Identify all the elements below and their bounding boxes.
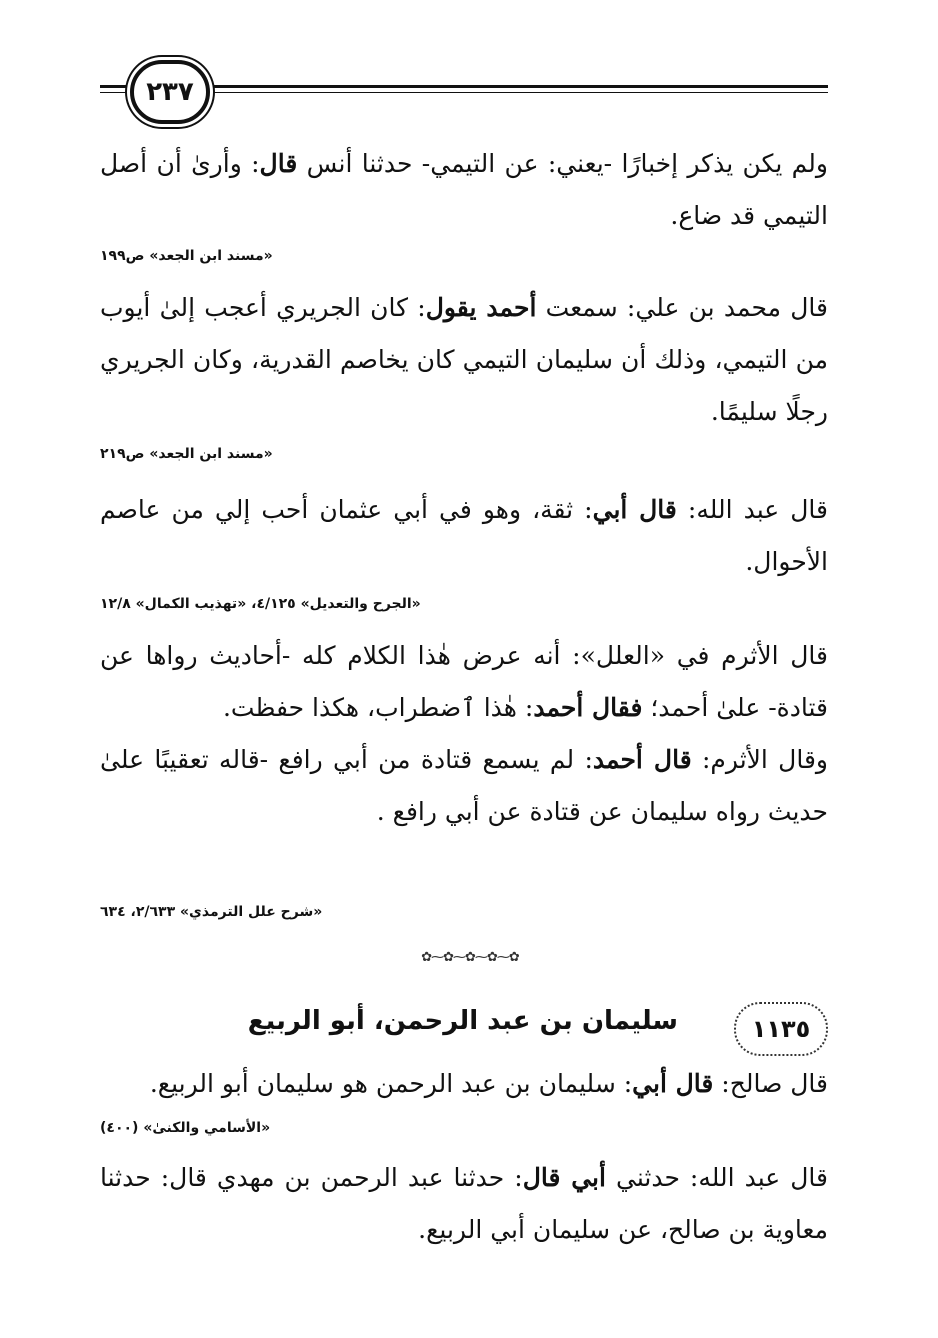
header-rule-right-thin: [210, 92, 828, 93]
paragraph-text: قال عبد الله:: [676, 495, 828, 524]
source-citation-2: «مسند ابن الجعد» ص٢١٩: [100, 446, 273, 462]
paragraph-bold: أحمد يقول: [425, 293, 537, 322]
paragraph-text: : لم يسمع قتادة من أبي رافع -قاله تعقيبًا علىٰ حديث رواه سليمان عن قتادة عن أبي رافع .: [100, 745, 828, 826]
paragraph-bold: أبي قال: [522, 1163, 606, 1192]
paragraph-text: وقال الأثرم:: [691, 745, 828, 774]
paragraph-bold: فقال أحمد: [533, 693, 643, 722]
header-rule-right: [210, 85, 828, 88]
source-citation-5: «الأسامي والكنىٰ» (٤٠٠): [100, 1120, 271, 1136]
paragraph-bold: قال أبي: [592, 495, 677, 524]
paragraph-text: : كان الجريري أعجب إلىٰ أيوب من التيمي، وذلك أن سليمان التيمي كان يخاصم القدرية، وكان الجريري رجلًا سليمًا.: [100, 293, 828, 426]
paragraph-text: قال صالح:: [713, 1069, 828, 1098]
entry-number-badge: ١١٣٥: [734, 1002, 828, 1056]
page-header: [100, 58, 828, 128]
page-number: ٢٣٧: [130, 60, 210, 124]
ornament-divider: ✿⁓✿⁓✿⁓✿⁓✿: [421, 950, 519, 965]
paragraph-text: : وأرىٰ أن أصل التيمي قد ضاع.: [100, 149, 828, 230]
paragraph-text: قال محمد بن علي: سمعت: [536, 293, 828, 322]
paragraph-text: قال عبد الله: حدثني: [605, 1163, 828, 1192]
paragraph-text: : هٰذا ٱضطراب، هكذا حفظت.: [222, 693, 534, 722]
paragraph-text: : ثقة، وهو في أبي عثمان أحب إلي من عاصم الأحوال.: [100, 495, 828, 576]
entry-heading: [100, 1000, 828, 1056]
paragraph-1: [100, 138, 828, 242]
paragraph-bold: قال أحمد: [592, 745, 692, 774]
paragraph-text: ولم يكن يذكر إخبارًا -يعني: عن التيمي- حدثنا أنس: [297, 149, 828, 178]
source-citation-3: «الجرح والتعديل» ٤/١٢٥، «تهذيب الكمال» ١٢/٨: [100, 596, 421, 612]
paragraph-2: [100, 282, 828, 438]
paragraph-bold: قال: [259, 149, 298, 178]
paragraph-text: قال الأثرم في «العلل»: أنه عرض هٰذا الكلام كله -أحاديث رواها عن قتادة- علىٰ أحمد؛: [100, 641, 828, 722]
entry-title: سليمان بن عبد الرحمن، أبو الربيع: [247, 1006, 678, 1036]
paragraph-bold: قال أبي: [632, 1069, 714, 1098]
paragraph-4: [100, 630, 828, 734]
paragraph-text: : سليمان بن عبد الرحمن هو سليمان أبو الربيع.: [149, 1069, 633, 1098]
header-rule-left: [100, 85, 134, 88]
paragraph-6: [100, 1058, 828, 1110]
paragraph-text: : حدثنا عبد الرحمن بن مهدي قال: حدثنا معاوية بن صالح، عن سليمان أبي الربيع.: [100, 1163, 828, 1244]
paragraph-7: [100, 1152, 828, 1256]
header-rule-left-thin: [100, 92, 134, 93]
paragraph-3: [100, 484, 828, 588]
source-citation-4: «شرح علل الترمذي» ٢/٦٣٣، ٦٣٤: [100, 904, 323, 920]
paragraph-5: [100, 734, 828, 838]
source-citation-1: «مسند ابن الجعد» ص١٩٩: [100, 248, 273, 264]
